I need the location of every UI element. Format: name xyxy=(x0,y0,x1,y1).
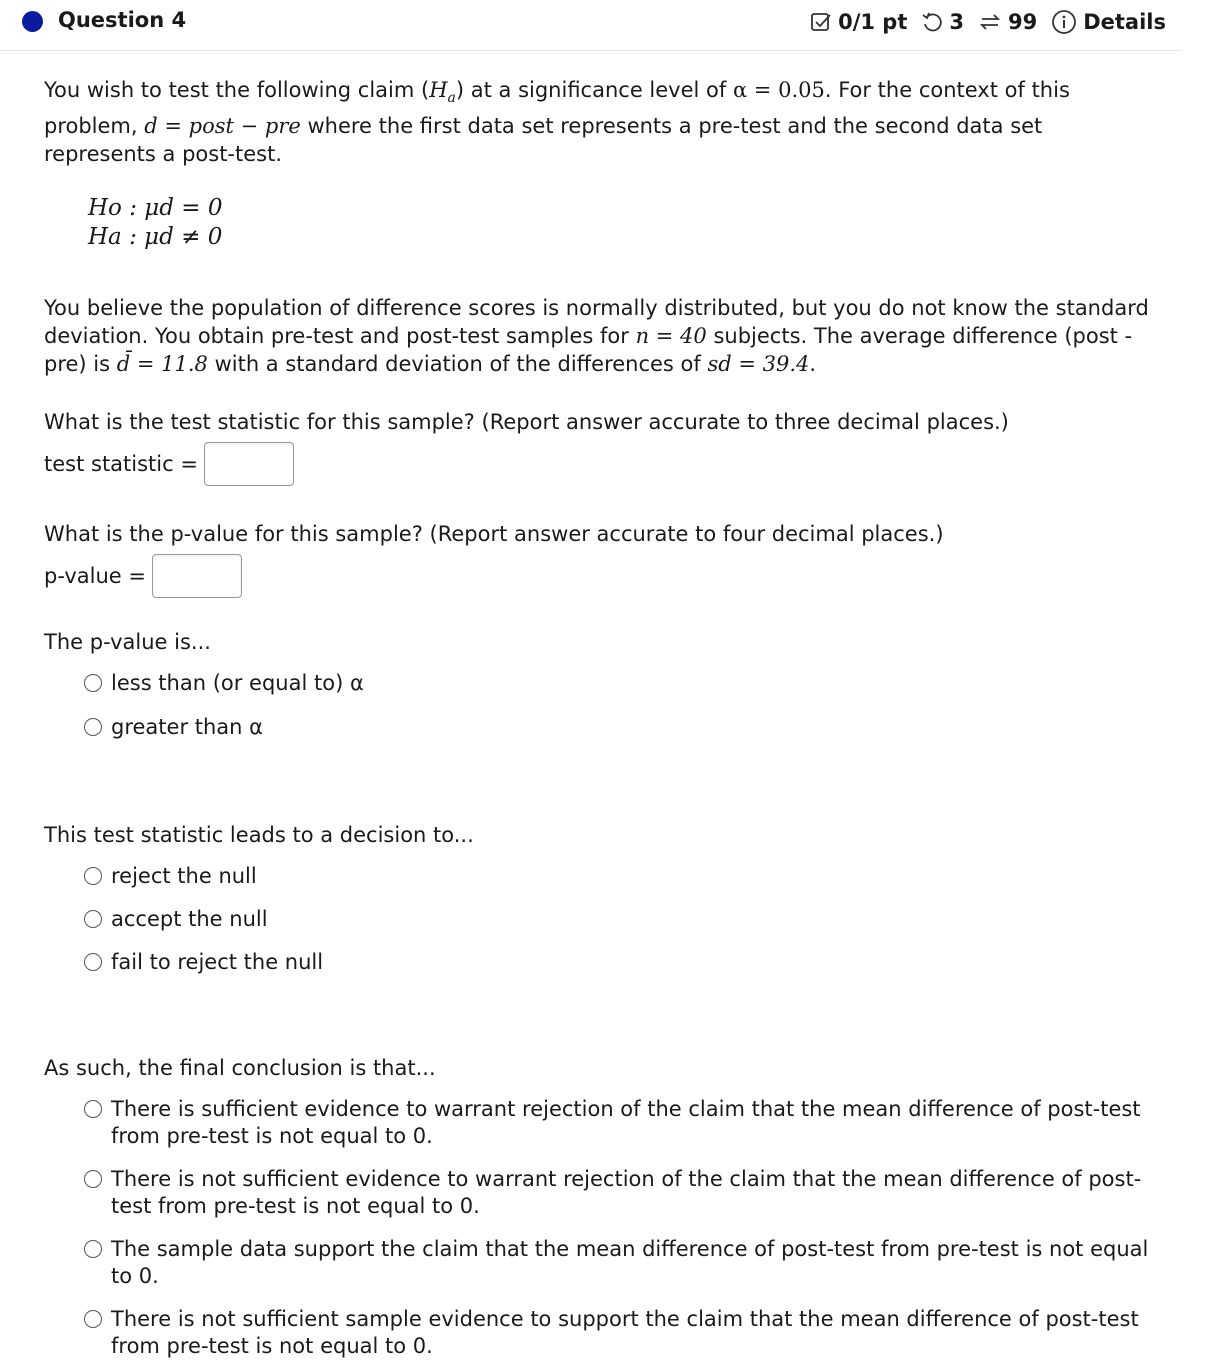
conclusion-option[interactable]: There is sufficient evidence to warrant rejection of the claim that the mean difference of post-test from pre-test is not equal to 0. xyxy=(84,1096,1154,1150)
n-value: n = 40 xyxy=(635,324,707,349)
details-label[interactable]: Details xyxy=(1083,10,1166,34)
info-icon[interactable] xyxy=(1051,9,1077,35)
decision-section xyxy=(44,821,1154,976)
retry-icon xyxy=(921,11,943,33)
retries-count: 3 xyxy=(949,10,964,34)
radio-button[interactable] xyxy=(84,1310,102,1328)
test-statistic-input[interactable] xyxy=(204,442,294,486)
sd-value: sd = 39.4 xyxy=(707,352,810,377)
question-status-dot xyxy=(22,11,43,32)
p-value-input[interactable] xyxy=(152,554,242,598)
radio-button[interactable] xyxy=(84,718,102,736)
radio-button[interactable] xyxy=(84,953,102,971)
attempts-group xyxy=(978,10,1037,34)
conclusion-question: As such, the final conclusion is that... xyxy=(44,1056,436,1081)
attempts-count: 99 xyxy=(1007,10,1038,34)
p-compare-option[interactable]: greater than α xyxy=(84,714,1154,741)
test-statistic-section xyxy=(44,408,1154,486)
problem-context: You believe the population of difference scores is normally distributed, but you do not know the standard deviation. You obtain pre-test and post-test samples for n = 40 subjects. The average difference (post - pre) is d̄ = 11.8 with a standard deviation of the differences of sd = 39.4. xyxy=(44,296,1149,377)
conclusion-option[interactable]: The sample data support the claim that the mean difference of post-test from pre-test is not equal to 0. xyxy=(84,1236,1154,1290)
alpha-value: α = 0.05 xyxy=(732,78,825,102)
question-body xyxy=(44,76,1154,1360)
retries-group xyxy=(921,10,964,34)
p-value-label: p-value = xyxy=(44,564,146,589)
test-statistic-row xyxy=(44,442,1154,486)
null-hypothesis: Ho : μd = 0 xyxy=(88,195,223,222)
radio-button[interactable] xyxy=(84,1100,102,1118)
conclusion-option[interactable]: There is not sufficient sample evidence to support the claim that the mean difference of post-test from pre-test is not equal to 0. xyxy=(84,1306,1154,1360)
p-value-section xyxy=(44,520,1154,598)
claim-symbol: $H_a$ xyxy=(429,78,456,107)
score-text: 0/1 pt xyxy=(838,10,908,34)
test-statistic-question: What is the test statistic for this sample? (Report answer accurate to three decimal places.) xyxy=(44,410,1009,435)
p-compare-question: The p-value is... xyxy=(44,630,211,655)
alternative-hypothesis: Ha : μd ≠ 0 xyxy=(88,224,223,251)
problem-intro: You wish to test the following claim $(H_a)$ at a significance level of α = 0.05. For the context of this problem, d = post − pre where the first data set represents a pre-test and the second data set represents a post-test. xyxy=(44,78,1070,167)
conclusion-option[interactable]: There is not sufficient evidence to warrant rejection of the claim that the mean difference of post-test from pre-test is not equal to 0. xyxy=(84,1166,1154,1220)
question-meta xyxy=(796,9,1166,35)
radio-button[interactable] xyxy=(84,867,102,885)
p-value-question: What is the p-value for this sample? (Report answer accurate to four decimal places.) xyxy=(44,522,944,547)
radio-button[interactable] xyxy=(84,674,102,692)
decision-options xyxy=(84,863,1154,976)
hypotheses xyxy=(88,194,1154,252)
score-group xyxy=(810,10,907,34)
conclusion-section xyxy=(44,1054,1154,1360)
p-compare-options xyxy=(84,670,1154,741)
question-title: Question 4 xyxy=(58,8,187,32)
details-button[interactable] xyxy=(1051,9,1166,35)
d-definition: d = post − pre xyxy=(144,114,301,139)
attempts-cycle-icon xyxy=(978,11,1002,33)
decision-question: This test statistic leads to a decision to... xyxy=(44,823,474,848)
decision-option[interactable]: accept the null xyxy=(84,906,1154,933)
decision-option[interactable]: fail to reject the null xyxy=(84,949,1154,976)
conclusion-options xyxy=(84,1096,1154,1360)
question-header xyxy=(0,0,1182,51)
radio-button[interactable] xyxy=(84,1240,102,1258)
dbar-value: d̄ = 11.8 xyxy=(116,352,208,377)
radio-button[interactable] xyxy=(84,1170,102,1188)
p-compare-option[interactable]: less than (or equal to) α xyxy=(84,670,1154,697)
radio-button[interactable] xyxy=(84,910,102,928)
checkbox-score-icon xyxy=(810,11,832,33)
p-compare-section xyxy=(44,628,1154,741)
test-statistic-label: test statistic = xyxy=(44,452,198,477)
p-value-row xyxy=(44,554,1154,598)
decision-option[interactable]: reject the null xyxy=(84,863,1154,890)
